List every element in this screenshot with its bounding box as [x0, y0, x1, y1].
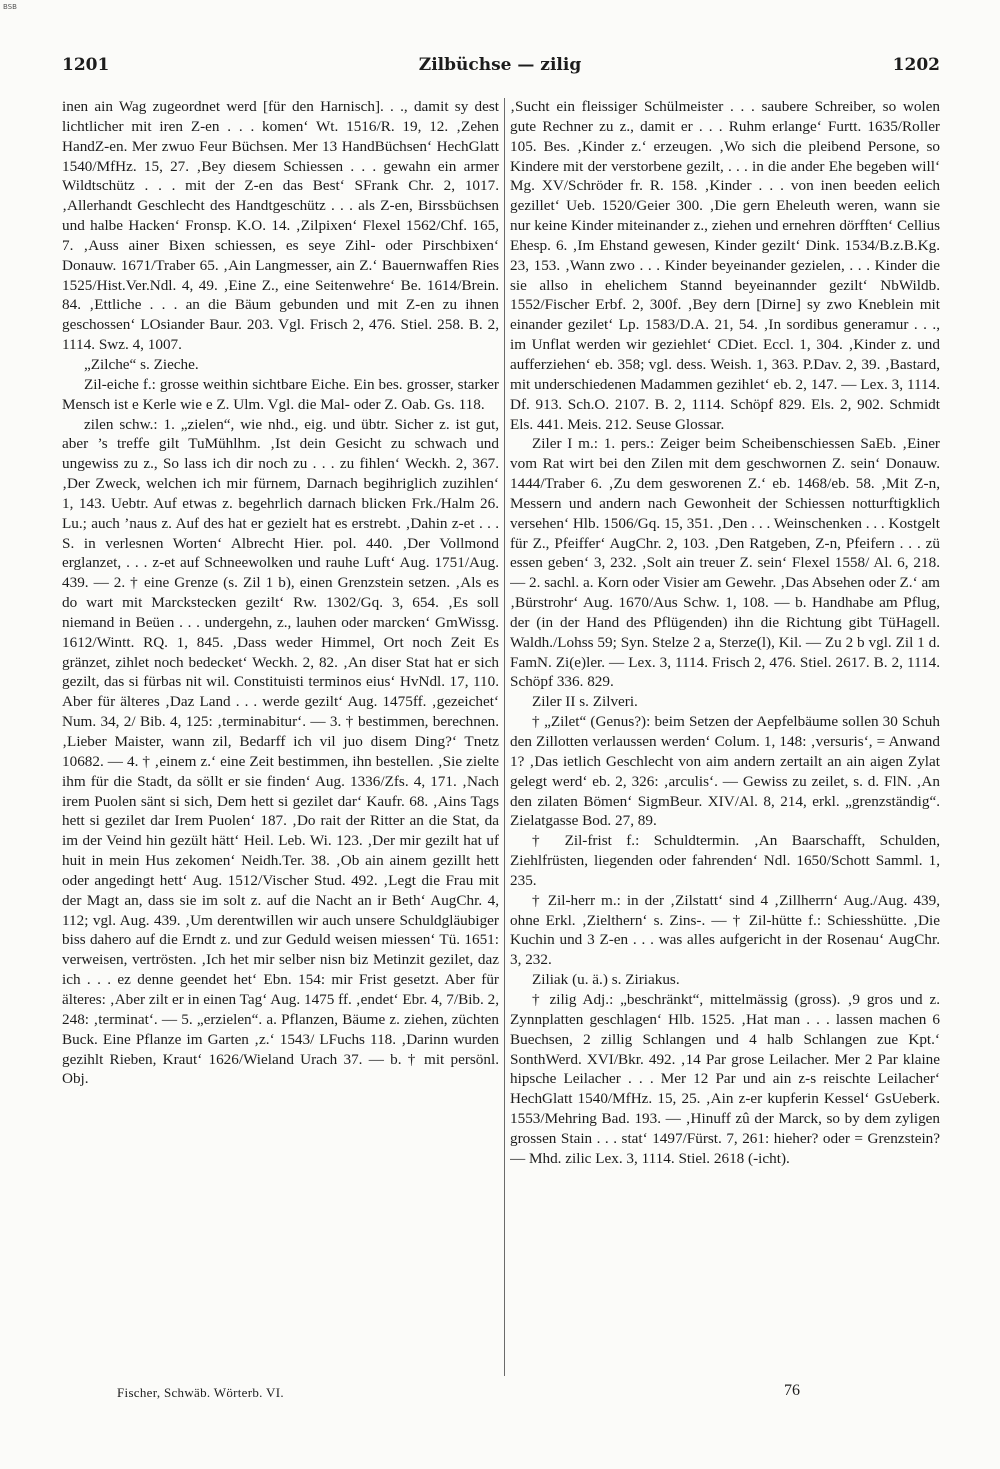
column-divider — [504, 98, 505, 1376]
entry-ziler-2: Ziler II s. Zilveri. — [532, 693, 638, 711]
sheet-number: 76 — [784, 1382, 800, 1399]
running-title: Zilbüchse — zilig — [418, 55, 582, 75]
entry-ziliak: Ziliak (u. ä.) s. Ziriakus. — [532, 971, 680, 989]
right-column — [510, 97, 940, 1379]
signature-line: Fischer, Schwäb. Wörterb. VI. — [117, 1385, 284, 1400]
left-page-number: 1201 — [62, 55, 110, 75]
right-page-number: 1202 — [892, 55, 940, 75]
library-stamp: BSB — [3, 3, 17, 11]
entry-zilen: zilen schw.: 1. „zielen“, wie nhd., eig. und übtr. Sicher z. ist gut, aber ’s treffe gilt TuMühlhm. ‚Ist dein Gesicht zu schwach und ungewiss zu z., So lass ich dir noch zu . . . zu fihlen‘ Weckh. 2, 367. ‚Der Zweck, welchen ich mir fürnem, Darnach begihriglich zuzihlen‘ 1, 143. Uebtr. Auf etwas z. begehrlich darnach blicken Frk./Halm 26. Lu.; auch ’naus z. Auf des hat er gezielt hat es erstrebt. ‚Dahin z-et . . . S. in verlesnen Worten‘ Albrecht Hier. pol. 440. ‚Der Vollmond erglanzet, . . . z-et auf Schneewolken und rauhe Luft‘ Aug. 1751/Aug. 439. — 2. † eine Grenze (s. Zil 1 b), einen Grenzstein setzen. ‚Als es do wart mit Marckstecken gezilt‘ Rw. 1302/Gq. 3, 654. ‚Es soll niemand in Beüen . . . undergehn, z., lauhen oder marcken‘ GmWissg. 1612/Wintt. RQ. 1, 845. ‚Dass weder Himmel, Ort noch Zeit Es gränzet, zihlet noch bedecket‘ Weckh. 2, 82. ‚An diser Stat hat er sich gezilt, das si fürbas nit wil. Constituisti terminos eius‘ HvNdl. 17, 110. Aber für älteres ‚Daz Land . . . werde gezilt‘ Aug. 1475ff. ‚gezeichet‘ Num. 34, 2/ Bib. 4, 125: ‚terminabitur‘. — 3. † bestimmen, berechnen. ‚Lieber Maister, wann zil, Bedarff ich vil juo disem Ding?‘ Tnetz 10682. — 4. † ‚einem z.‘ eine Zeit bestimmen, ihn bestellen. ‚Sie zielte ihm für die Stadt, da söllt er sie finden‘ Aug. 1336/Zfs. 4, 171. ‚Nach irem Puolen sänt si sich, Dem hett si gezilet dar‘ Kaufr. 68. ‚Ains Tags hett si gezilet dar Irem Puolen‘ 187. ‚Do rait der Ritter an die Stat, da im der Veind hin gezült hätt‘ Heil. Leb. Wi. 123. ‚Der mir gezilt hat uf huit in mein Hus zekomen‘ Neidh.Ter. 38. ‚Ob ain ainem gezillt hett oder angedingt hett‘ Aug. 1512/Vischer Stud. 492. ‚Legt die Frau mit der Magt an, dass sie im solt z. auf die Nacht an ir Beth‘ AugChr. 4, 112; vgl. Aug. 439. ‚Um derentwillen wir auch unsere Schuldgläubiger biss dahero auf die Erndt z. und zur Geduld weisen miessen‘ Tü. 1651: verweisen, vertrösten. ‚Ich het mir selber nisn biz Metinzit gezilet, daz ich . . . ez denne geendet het‘ Ebn. 154: mir Frist gesetzt. Aber für älteres: ‚Aber zilt er in einen Tag‘ Aug. 1475 ff. ‚endet‘ Ebr. 4, 7/Bib. 2, 248: ‚terminat‘. — 5. „erzielen“. a. Pflanzen, Bäume z. ziehen, züchten Buck. Eine Pflanze im Garten ‚z.‘ 1543/ LFuchs 118. ‚Darinn wurden gezihlt Rieben, Kraut‘ 1626/Wieland Urach 37. — b. † mit persönl. Obj. — [62, 415, 499, 1088]
entry-zil-eiche: Zil-eiche f.: grosse weithin sichtbare Eiche. Ein bes. grosser, starker Mensch ist e Kerle wie e Z. Ulm. Vgl. die Mal- oder Z. Oab. Gs. 118. — [62, 375, 499, 413]
entry-zilet: † „Zilet“ (Genus?): beim Setzen der Aepfelbäume sollen 30 Schuh den Zillotten verlaussen werden‘ Colum. 1, 148: ‚versuris‘, = Anwand 1? ‚Das ietlich Geschlecht von aim andern zertailt an ain aigen Zylat gelegt werd‘ eb. 2, 326: ‚arculis‘. — Gewiss zu zeilet, s. d. FlN. ‚An den zilaten Bömen‘ SigmBeur. XIV/Al. 8, 214, erkl. „grenzständig“. Zielatgasse Bod. 27, 89. — [510, 713, 940, 830]
entry-zilen-continued: ‚Sucht ein fleissiger Schülmeister . . . saubere Schreiber, so wolen gute Rechner zu z., damit er . . . Ruhm erlange‘ Furtt. 1635/Roller 105. Bes. ‚Kinder z.‘ erzeugen. ‚Wo sich die pleibend Persone, so Kindere mit der verstorbene gezilt, . . . in die ander Ehe begeben will‘ Mg. XV/Schröder fr. R. 158. ‚Kinder . . . von inen beeden eelich gezillet‘ Ueb. 1520/Geier 300. ‚Die gern Eheleuth weren, wann sie nur keine Kinder miteinander z., ziehen und ernehren dörfften‘ Cellius Ehesp. 6. ‚Im Ehstand gewesen, Kinder gezilt‘ Dink. 1534/B.z.B.Kg. 23, 153. ‚Wann zwo . . . Kinder beyeinander gezielen, . . . Kinder die sie allso in ehelichem Stannd beyeinannder gezilt‘ NbWildb. 1552/Fischer Erbf. 2, 300f. ‚Bey dern [Dirne] sy zwo Kneblein mit einander gezilet‘ Lp. 1583/D.A. 21, 54. ‚In sordibus generamur . . ., im Unflat werden wir geziehlet‘ CDiet. Eccl. 1, 304. ‚Kinder z. und aufferziehen‘ eb. 358; vgl. dess. Weish. 1, 363. P.Dav. 2, 39. ‚Bastard, mit underschiedenen Madammen gezihlet‘ eb. 2, 147. — Lex. 3, 1114. Df. 913. Sch.O. 2107. B. 2, 1114. Schöpf 829. Els. 2, 902. Schmidt Els. 441. Meis. 212. Seuse Glossar. — [510, 98, 940, 433]
left-column — [62, 97, 499, 1379]
entry-ziler-1: Ziler I m.: 1. pers.: Zeiger beim Scheibenschiessen SaEb. ‚Einer vom Rat wirt bei den Zilen mit dem geschwornen Z. sein‘ Donauw. 1444/Traber 6. ‚Zu dem gesworenen Z.‘ eb. 1468/eb. 58. ‚Mit Z-n, Messern und andern nach Gewonheit der Schiessen notturftigklich versehen‘ Hlb. 1506/Gq. 15, 351. ‚Den . . . Weinschenken . . . Kostgelt für Z., Pfeiffer‘ AugChr. 2, 103. ‚Den Ratgeben, Z-n, Pfeifern . . . zü essen geben‘ 3, 232. ‚Solt ain treuer Z. sein‘ Flexel 1558/ Al. 6, 218. — 2. sachl. a. Korn oder Visier am Gewehr. ‚Das Absehen oder Z.‘ am ‚Bürstrohr‘ Aug. 1670/Aus Schw. 1, 108. — b. Handhabe am Pflug, der (in der Hand des Pflügenden) ihn die Richtung gibt TüHagell. Waldh./Lohss 59; Syn. Stelze 2 a, Sterze(l), Kil. — Zu 2 b vgl. Zil 1 d. FamN. Zi(e)ler. — Lex. 3, 1114. Frisch 2, 476. Stiel. 2617. B. 2, 1114. Schöpf 336. 829. — [510, 435, 940, 691]
entry-zil-frist: † Zil-frist f.: Schuldtermin. ‚An Baarschafft, Schulden, Ziehlfrüsten, liegenden oder fahrenden‘ Ndl. 1650/Schott Samml. 1, 235. — [510, 832, 940, 889]
entry-zil-herr: † Zil-herr m.: in der ‚Zilstatt‘ sind 4 ‚Zillherrn‘ Aug./Aug. 439, ohne Erkl. ‚Zielthern‘ s. Zins-. — † Zil-hütte f.: Schiesshütte. ‚Die Kuchin und 3 Z-en . . . was alles aufgericht in der Rosenau‘ AugChr. 3, 232. — [510, 891, 940, 969]
entry-zilbuechse-continued: inen ain Wag zugeordnet werd [für den Harnisch]. . ., damit sy dest lichtlicher mit iren Z-en . . . komen‘ Wt. 1516/R. 19, 12. ‚Zehen HandZ-en. Mer zwuo Feur Büchsen. Mer 13 HandBüchsen‘ HechGlatt 1540/MfHz. 15, 27. ‚Bey diesem Schiessen . . . gewahn ein armer Wildtschütz . . . mit der Z-en das Best‘ SFrank Chr. 2, 1017. ‚Allerhandt Geschlecht des Handtgeschütz . . . als Z-en, Birssbüchsen und halbe Hacken‘ Fronsp. K.O. 14. ‚Zilpixen‘ Flexel 1562/Chf. 165, 7. ‚Auss ainer Bixen schiessen, es seye Zihl- oder Pirschbixen‘ Donauw. 1671/Traber 65. ‚Ain Langmesser, ain Z.‘ Bauernwaffen Ries 1525/Hist.Ver.Ndl. 4, 49. ‚Eine Z., eine Seitenwehre‘ Be. 1614/Brein. 84. ‚Ettliche . . . an die Bäum gebunden und mit Z-en zu ihnen geschossen‘ LOsiander Baur. 203. Vgl. Frisch 2, 476. Stiel. 258. B. 2, 1114. Swz. 4, 1007. — [62, 98, 499, 354]
entry-zilig: † zilig Adj.: „beschränkt“, mittelmässig (gross). ‚9 gros und z. Zynnplatten geschlagen‘ Hlb. 1525. ‚Hat man . . . lassen machen 6 Buechsen, 2 zillig Schlangen und 4 halb Schlangen zue Kpt.‘ SonthWerd. XVI/Bkr. 492. ‚14 Par grose Leilacher. Mer 2 Par klaine hipsche Leilacher . . . Mer 12 Par und ain z-s reischte Leilacher‘ HechGlatt 1540/MfHz. 15, 25. ‚Ain z-er kupferin Kessel‘ GsUeberk. 1553/Mehring Bad. 193. — ‚Hinuff zû der Marck, so by dem zyligen grossen Stain . . . stat‘ 1497/Fürst. 7, 261: hieher? oder = Grenzstein? — Mhd. zilic Lex. 3, 1114. Stiel. 2618 (-icht). — [510, 990, 940, 1167]
entry-zilche: „Zilche“ s. Zieche. — [84, 355, 199, 373]
